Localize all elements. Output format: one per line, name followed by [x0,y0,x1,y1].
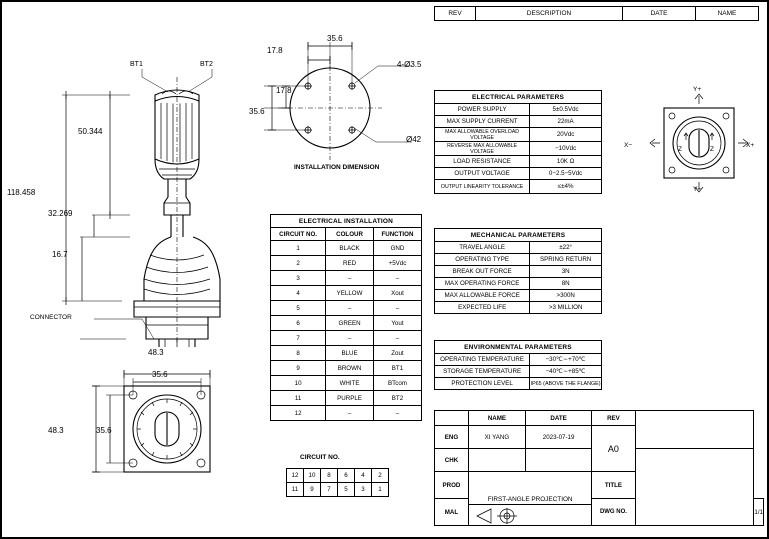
flange-front-view [72,352,272,532]
dim-bolt-pitch-v: 35.6 [96,426,112,435]
tb-projection-label: FIRST-ANGLE PROJECTION [487,496,573,503]
pin-top-1: 10 [304,469,321,483]
label-y-plus: Y+ [693,86,702,93]
pin-bot-0: 11 [287,483,304,497]
circuit-pinout-table [286,468,389,497]
ei-1-1: RED [326,256,374,271]
label-installation-dimension: INSTALLATION DIMENSION [294,164,380,171]
title-block [434,410,764,526]
dim-flange-width: 48.3 [148,348,164,357]
tb-role-prod: PROD [435,472,469,499]
label-z-left: Z [678,146,682,153]
ei-5-0: 6 [271,316,326,331]
electrical-installation-caption: ELECTRICAL INSTALLATION [271,215,422,228]
env-value-0: −30℃∼+70℃ [530,354,602,366]
ei-2-2: – [373,271,421,286]
ei-0-2: GND [373,241,421,256]
pin-bot-2: 7 [321,483,338,497]
pin-top-3: 6 [338,469,355,483]
ei-3-0: 4 [271,286,326,301]
ei-2-0: 3 [271,271,326,286]
ep-name-1: MAX SUPPLY CURRENT [435,116,530,128]
tb-title-label: TITLE [592,472,635,499]
tb-role-chk: CHK [435,449,469,472]
ei-8-2: BT1 [373,361,421,376]
ei-9-2: BTcom [373,376,421,391]
table-row [271,331,422,346]
ep-name-6: OUTPUT LINEARITY TOLERANCE [435,180,530,194]
tb-name-chk [468,449,525,472]
table-row [271,241,422,256]
dim-bolt-pitch-h: 35.6 [152,370,168,379]
ei-0-1: BLACK [326,241,374,256]
ei-4-1: – [326,301,374,316]
mechanical-parameters-caption: MECHANICAL PARAMETERS [435,229,602,242]
ei-1-2: +5Vdc [373,256,421,271]
ei-5-2: Yout [373,316,421,331]
mp-name-0: TRAVEL ANGLE [435,242,530,254]
tb-role-eng: ENG [435,426,469,449]
environmental-parameters-caption: ENVIRONMENTAL PARAMETERS [435,341,602,354]
ei-header-1: COLOUR [326,228,374,241]
revision-header-description: DESCRIPTION [476,7,623,21]
electrical-installation-table [270,214,422,421]
pin-top-5: 2 [372,469,389,483]
ei-11-2: – [373,406,421,421]
flange-front-view-svg [72,352,272,532]
projection-symbol [469,504,591,525]
revision-header-rev: REV [435,7,476,21]
joystick-side-view-svg [22,47,272,347]
ep-value-2: 20Vdc [530,128,602,142]
ep-value-3: −10Vdc [530,142,602,156]
label-bt1: BT1 [130,61,143,68]
ei-10-1: PURPLE [326,391,374,406]
tb-name-eng: XI YANG [468,426,525,449]
mp-name-2: BREAK OUT FORCE [435,266,530,278]
axis-orientation-svg [642,90,762,200]
revision-header-date: DATE [623,7,696,21]
pin-top-2: 8 [321,469,338,483]
mp-value-5: >3 MILLION [530,302,602,314]
ep-value-4: 10K Ω [530,156,602,168]
ei-10-2: BT2 [373,391,421,406]
tb-blank-right [635,449,754,526]
table-row [271,316,422,331]
ei-2-1: – [326,271,374,286]
ei-5-1: GREEN [326,316,374,331]
pin-top-0: 12 [287,469,304,483]
dim-118458: 118.458 [7,188,36,197]
tb-date-eng: 2023-07-19 [525,426,591,449]
label-connector: CONNECTOR [30,314,72,321]
table-row [271,391,422,406]
mp-name-5: EXPECTED LIFE [435,302,530,314]
ei-9-1: WHITE [326,376,374,391]
table-row [271,406,422,421]
circuit-pinout-caption: CIRCUIT NO. [300,454,340,461]
env-name-2: PROTECTION LEVEL [435,378,530,390]
dim-hole-note: 4-Ø3.5 [397,60,422,69]
ei-1-0: 2 [271,256,326,271]
ep-value-1: 22mA [530,116,602,128]
ei-9-0: 10 [271,376,326,391]
ei-8-0: 9 [271,361,326,376]
ei-3-1: YELLOW [326,286,374,301]
pinout-top-row [287,469,389,483]
table-row [271,286,422,301]
label-x-minus: X− [624,142,633,149]
ep-name-4: LOAD RESISTANCE [435,156,530,168]
environmental-parameters-table [434,340,602,390]
dim-32269: 32.269 [48,209,73,218]
pin-bot-5: 1 [372,483,389,497]
env-name-0: OPERATING TEMPERATURE [435,354,530,366]
ep-value-6: ≤±4% [530,180,602,194]
tb-date-chk [525,449,591,472]
label-z-right: Z [710,146,714,153]
dim-flange-height: 48.3 [48,426,64,435]
dim-356-left: 35.6 [249,107,265,116]
mechanical-parameters-table [434,228,602,314]
ei-11-1: – [326,406,374,421]
label-x-plus: X+ [746,142,755,149]
tb-corner [435,411,469,426]
ei-6-2: – [373,331,421,346]
env-value-2: IP65 (ABOVE THE FLANGE) [530,378,602,390]
table-row [271,376,422,391]
mp-value-4: >300N [530,290,602,302]
ei-11-0: 12 [271,406,326,421]
mp-name-4: MAX ALLOWABLE FORCE [435,290,530,302]
table-row [271,271,422,286]
ei-7-0: 8 [271,346,326,361]
tb-header-rev: REV [592,411,635,426]
table-row [271,361,422,376]
tb-role-mal: MAL [435,499,469,526]
label-y-minus: Y− [693,186,702,193]
ep-name-3: REVERSE MAX ALLOWABLE VOLTAGE [435,142,530,156]
mp-name-3: MAX OPERATING FORCE [435,278,530,290]
tb-header-name: NAME [468,411,525,426]
ei-10-0: 11 [271,391,326,406]
axis-orientation-view [642,90,762,200]
ep-value-0: 5±0.5Vdc [530,104,602,116]
ei-3-2: Xout [373,286,421,301]
dim-178-a: 17.8 [267,46,283,55]
tb-rev-blank-top [635,411,754,449]
ei-header-2: FUNCTION [373,228,421,241]
table-row [271,346,422,361]
mp-value-0: ±22° [530,242,602,254]
table-row [271,256,422,271]
tb-projection-cell [468,472,591,526]
mp-name-1: OPERATING TYPE [435,254,530,266]
tb-dwg-no-label: DWG NO. [592,499,635,526]
electrical-parameters-caption: ELECTRICAL PARAMETERS [435,91,602,104]
tb-header-date: DATE [525,411,591,426]
ep-value-5: 0−2.5−5Vdc [530,168,602,180]
pin-bot-3: 5 [338,483,355,497]
ei-header-0: CIRCUIT NO. [271,228,326,241]
dim-167: 16.7 [52,250,68,259]
revision-table [434,6,759,21]
mp-value-2: 3N [530,266,602,278]
ei-7-1: BLUE [326,346,374,361]
ei-6-1: – [326,331,374,346]
ei-4-2: – [373,301,421,316]
pinout-bottom-row [287,483,389,497]
revision-table-grid [434,6,759,21]
pin-top-4: 4 [355,469,372,483]
tb-sheet: 1/1 [754,499,764,526]
ei-7-2: Zout [373,346,421,361]
ei-8-1: BROWN [326,361,374,376]
ei-4-0: 5 [271,301,326,316]
ep-name-5: OUTPUT VOLTAGE [435,168,530,180]
dim-body-dia: Ø42 [406,135,422,144]
dim-50344: 50.344 [78,127,103,136]
first-angle-symbol-icon [469,507,525,525]
dim-178-b: 17.8 [276,86,292,95]
env-value-1: −40℃∼+85℃ [530,366,602,378]
ep-name-2: MAX ALLOWABLE OVERLOAD VOLTAGE [435,128,530,142]
ei-0-0: 1 [271,241,326,256]
pin-bot-1: 9 [304,483,321,497]
dim-356-top: 35.6 [327,34,343,43]
mp-value-1: SPRING RETURN [530,254,602,266]
electrical-parameters-table [434,90,602,194]
table-row [271,301,422,316]
tb-rev-value: A0 [592,426,635,472]
label-bt2: BT2 [200,61,213,68]
mp-value-3: 8N [530,278,602,290]
pin-bot-4: 3 [355,483,372,497]
joystick-side-view [22,47,272,347]
ep-name-0: POWER SUPPLY [435,104,530,116]
env-name-1: STORAGE TEMPERATURE [435,366,530,378]
revision-header-name: NAME [696,7,759,21]
ei-6-0: 7 [271,331,326,346]
